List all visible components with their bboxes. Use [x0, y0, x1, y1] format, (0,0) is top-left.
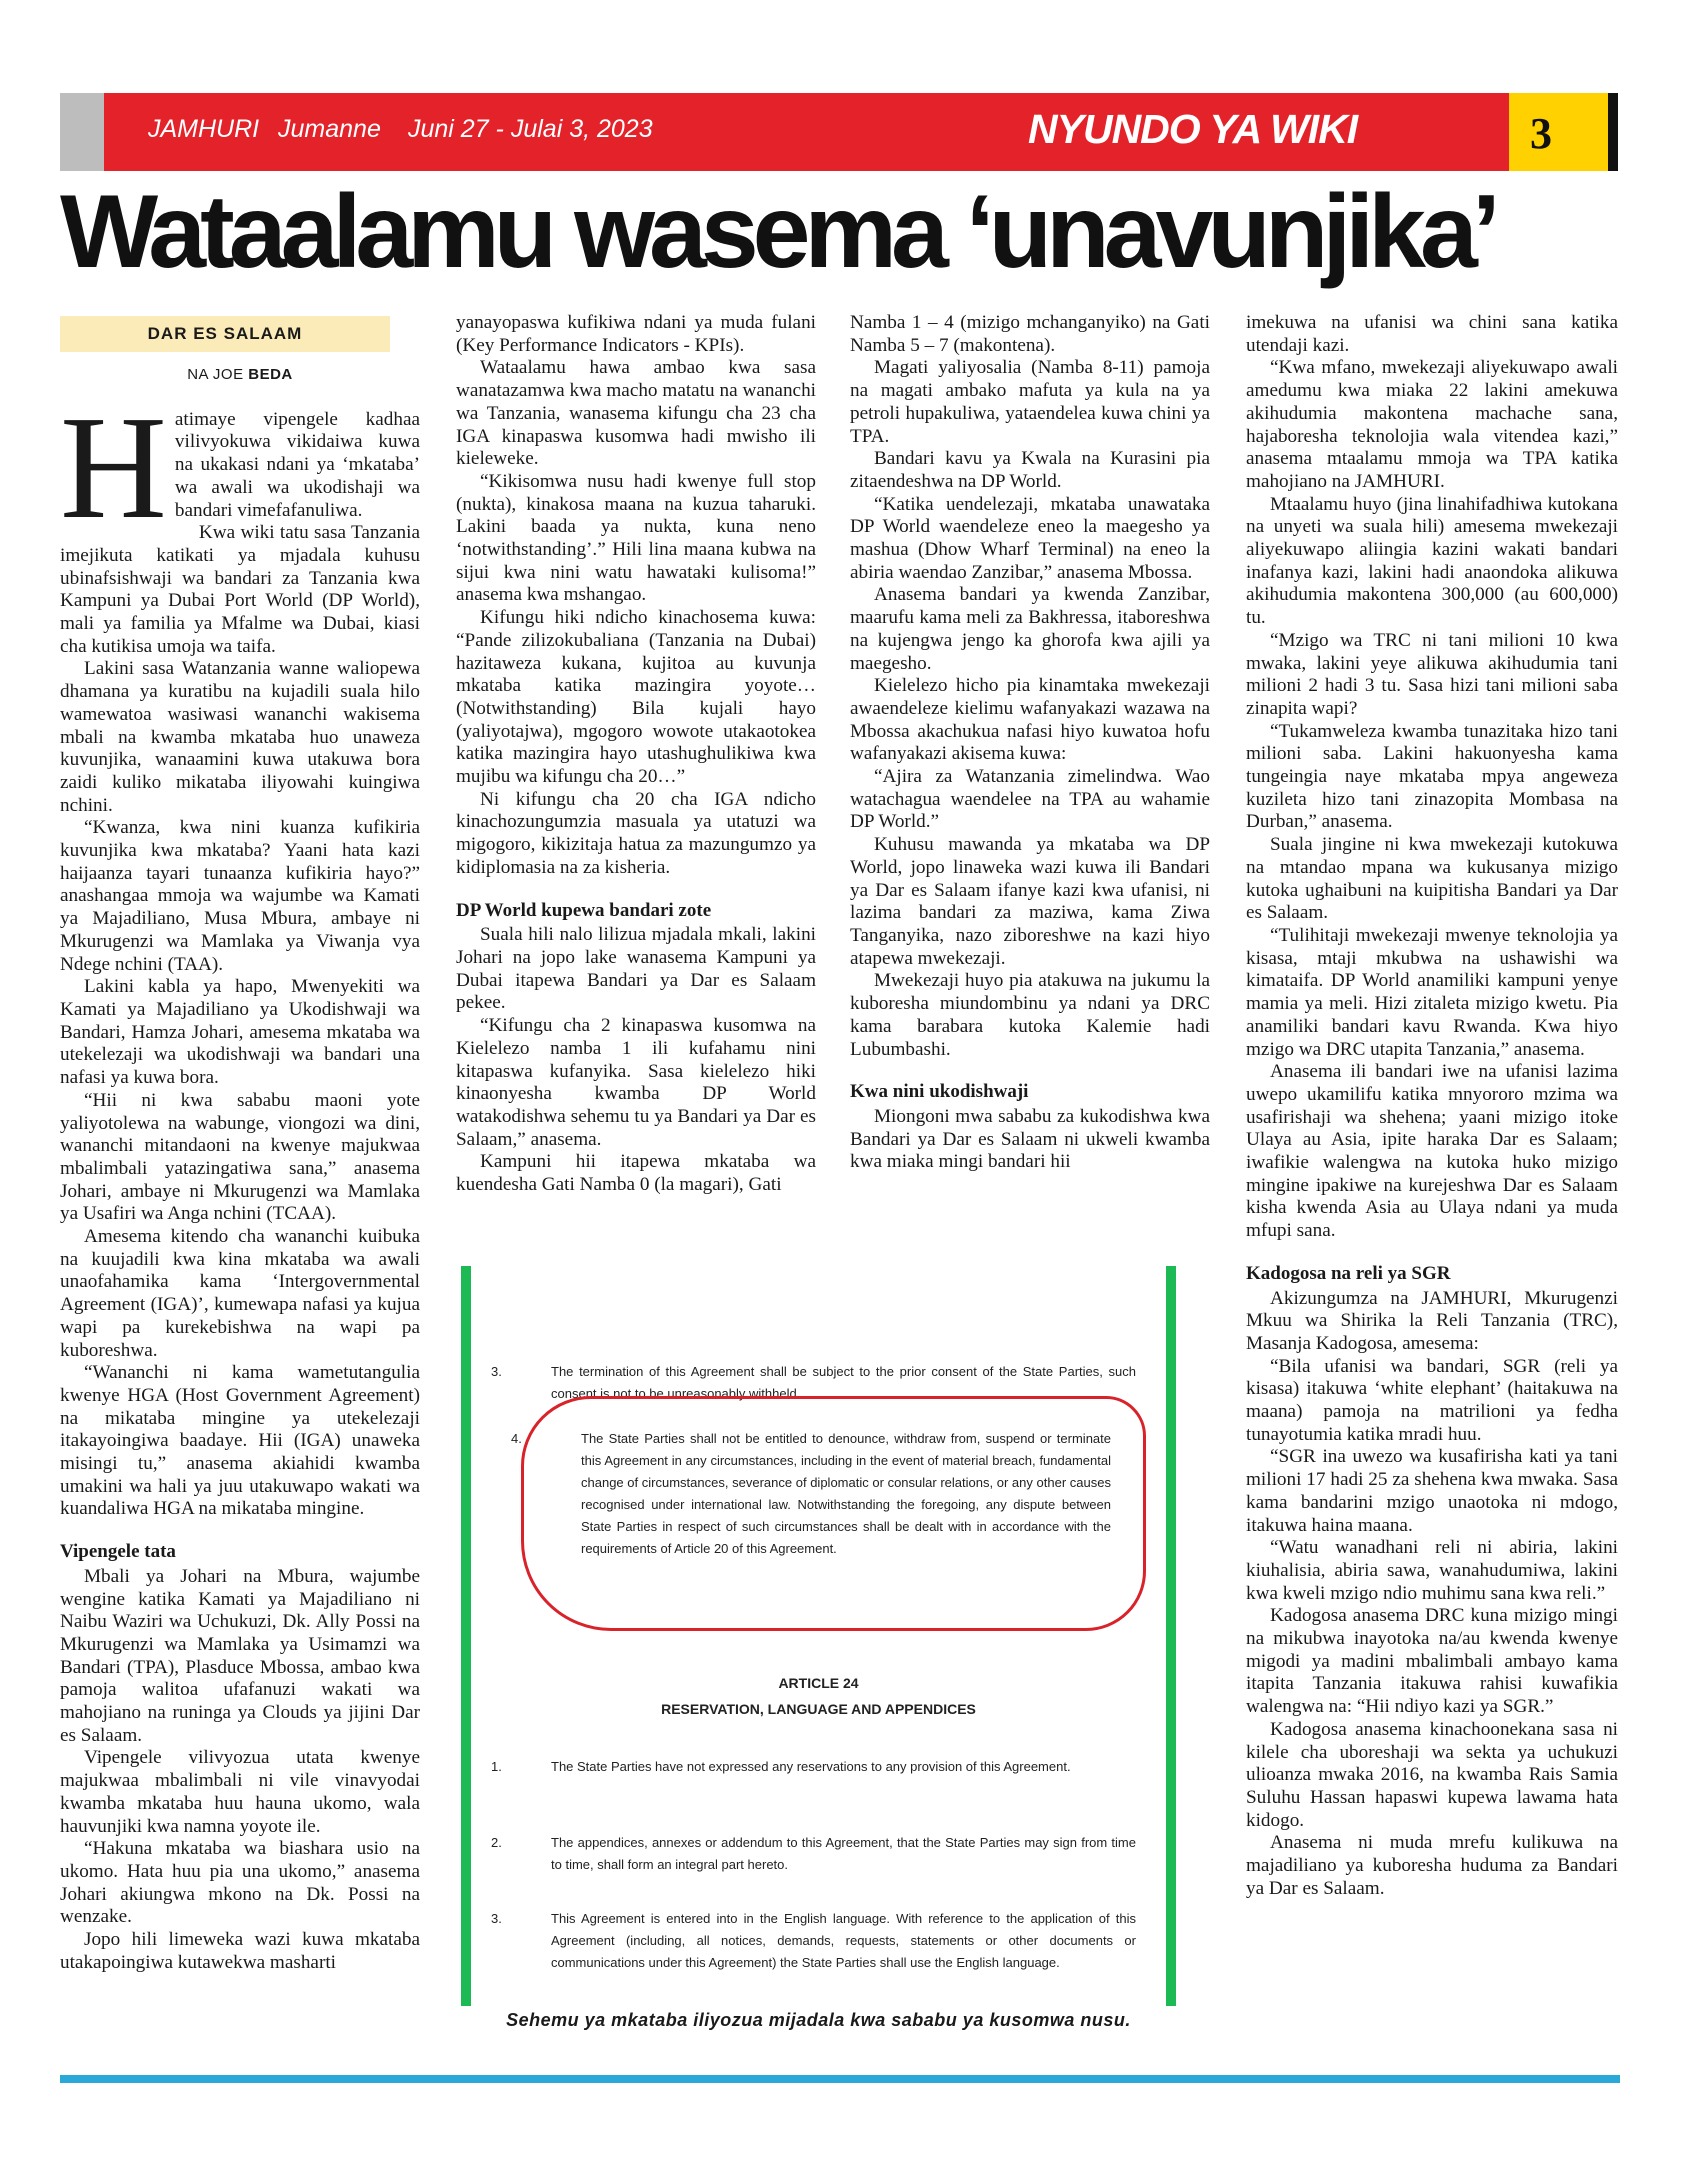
- paragraph: Amesema kitendo cha wananchi kuibuka na kuujadili kwa kina mkataba wa awali unaofahamika kama ‘Intergovernmental Agreement (IGA)’, kumewapa nafasi ya kujua wapi pa kurekebishwa na wapi pa kuboreshwa.: [60, 1226, 420, 1361]
- article-title: RESERVATION, LANGUAGE AND APPENDICES: [661, 1701, 976, 1717]
- bottom-rule: [60, 2075, 1620, 2083]
- paragraph: Ni kifungu cha 20 cha IGA ndicho kinachozungumzia masuala ya utatuzi wa migogoro, kikizitaja hatua za mazungumzo ya kidiplomasia na za kisheria.: [456, 788, 816, 878]
- lead-paragraph: [60, 385, 420, 550]
- paragraph: “Wananchi ni kama wametutangulia kwenye HGA (Host Government Agreement) na mikataba mingine ya utekelezaji itakayoingiwa baadaye. Hii (IGA) unaweka misingi tu,” anasema akiahidi kwamba umakini wa hali ya juu utakuwapo wakati wa kuandaliwa HGA na mikataba mingine.: [60, 1362, 420, 1520]
- page-number: 3: [1530, 109, 1552, 158]
- clause-text: The State Parties shall not be entitled to denounce, withdraw from, suspend or terminate this Agreement in any circumstances, including in the event of material breach, fundamental change of circumstances, severance of diplomatic or consular relations, or any other causes recognised under international law. Notwithstanding the foregoing, any dispute between State Parties in respect of such circumstances shall be dealt with in accordance with the requirements of Article 20 of this Agreement.: [581, 1431, 1111, 1556]
- paragraph: Anasema ni muda mrefu kulikuwa na majadiliano ya kuboresha huduma za Bandari ya Dar es Salaam.: [1246, 1832, 1618, 1899]
- paragraph: Kuhusu mawanda ya mkataba wa DP World, jopo linaweka wazi kuwa ili Bandari ya Dar es Salaam ifanye kazi kwa ufanisi, ni lazima bandari za maziwa, kama Ziwa Tanganyika, nazo ziboreshwe na kazi hiyo atapewa mwekezaji.: [850, 834, 1210, 969]
- article-column-3: [850, 312, 1210, 1174]
- paragraph: Bandari kavu ya Kwala na Kurasini pia zitaendeshwa na DP World.: [850, 448, 1210, 492]
- paper-name: JAMHURI: [148, 115, 260, 143]
- paragraph: Suala jingine ni kwa mwekezaji kutokuwa na mtandao mpana wa kukusanya mizigo kutoka ughaibuni na kuipitisha Bandari ya Dar es Salaam.: [1246, 834, 1618, 924]
- paragraph: Kadogosa anasema kinachoonekana sasa ni kilele cha uboreshaji wa sekta ya uchukuzi ulioanza mwaka 2016, na kwamba Rais Samia Suluhu Hassan hapaswi kupewa lawama hata kidogo.: [1246, 1718, 1618, 1831]
- clause-4: [511, 1428, 1111, 1560]
- clause-number: 3.: [491, 1911, 502, 1926]
- clause-number: 1.: [491, 1759, 502, 1774]
- article-column-4: [1246, 312, 1618, 1901]
- section-title: NYUNDO YA WIKI: [1028, 106, 1358, 152]
- paragraph: “Watu wanadhani reli ni abiria, lakini kiuhalisia, abiria sawa, wanahudumiwa, lakini kwa kweli mzigo ndio muhimu sana kwa reli.”: [1246, 1537, 1618, 1604]
- paragraph: “Bila ufanisi wa bandari, SGR (reli ya kisasa) itakuwa ‘white elephant’ (haitakuwa na maana) pamoja na matrilioni ya fedha tunayotumia katika mradi huu.: [1246, 1355, 1618, 1445]
- paragraph: Kielelezo hicho pia kinamtaka mwekezaji awaendeleze kielimu wafanyakazi wazawa na Mbossa akachukua nafasi hiyo kuwatoa hofu wafanyakazi akisema kuwa:: [850, 675, 1210, 765]
- clause-text: This Agreement is entered into in the English language. With reference to the application of this Agreement (including, all notices, demands, requests, statements or other documents or communications under this Agreement) the State Parties shall use the English language.: [551, 1911, 1136, 1970]
- paragraph: “Tulihitaji mwekezaji mwenye teknolojia ya kisasa, mtaji mkubwa na ushawishi wa kimataifa. DP World anamiliki kampuni yenye mamia ya meli. Hizi zitaleta mizigo kwetu. Pia anamiliki bandari kavu Rwanda. Kwa hiyo mzigo wa DRC utapita Tanzania,” anasema.: [1246, 924, 1618, 1060]
- clause-text: The appendices, annexes or addendum to this Agreement, that the State Parties may sign from time to time, shall form an integral part hereto.: [551, 1835, 1136, 1872]
- clause-number: 3.: [491, 1364, 502, 1379]
- paragraph: “Mzigo wa TRC ni tani milioni 10 kwa mwaka, lakini yeye alikuwa akihudumia tani milioni 2 hadi 3 tu. Sasa hizi tani milioni saba zinapita wapi?: [1246, 629, 1618, 719]
- paragraph: Anasema bandari ya kwenda Zanzibar, maarufu kama meli za Bakhressa, itaboreshwa na kujengwa jengo ka ghorofa kwa ajili ya maegesho.: [850, 584, 1210, 674]
- paragraph: “Hakuna mkataba wa biashara usio na ukomo. Hata huu pia una ukomo,” anasema Johari akiungwa mkono na Dk. Possi na wenzake.: [60, 1838, 420, 1928]
- paragraph: Vipengele vilivyozua utata kwenye majukwaa mbalimbali ni vile vinavyodai kwamba mkataba huu hauna ukomo, wala hauvunjiki kwa namna yoyote ile.: [60, 1747, 420, 1837]
- paragraph: “Ajira za Watanzania zimelindwa. Wao watachagua waendelee na TPA au wahamie DP World.”: [850, 766, 1210, 833]
- subheading: Kadogosa na reli ya SGR: [1246, 1262, 1451, 1284]
- clause-number: 2.: [491, 1835, 502, 1850]
- byline: [60, 364, 420, 387]
- contract-excerpt-image: [461, 1266, 1176, 2006]
- byline-author: BEDA: [248, 366, 293, 383]
- paragraph: Kampuni hii itapewa mkataba wa kuendesha Gati Namba 0 (la magari), Gati: [456, 1151, 816, 1196]
- paragraph: Mwekezaji huyo pia atakuwa na jukumu la kuboresha miundombinu ya ndani ya DRC kama barabara kutoka Kalemie hadi Lubumbashi.: [850, 970, 1210, 1060]
- paragraph: imekuwa na ufanisi wa chini sana katika utendaji kazi.: [1246, 312, 1618, 356]
- dateline: DAR ES SALAAM: [60, 316, 390, 352]
- paragraph: Mtaalamu huyo (jina linahifadhiwa kutokana na unyeti wa suala hili) amesema mwekezaji aliyekuwapo aliingia kazini wakati bandari inafanya kazi, lakini hadi anaondoka alikuwa akihudumia makontena 300,000 (au 600,000) tu.: [1246, 493, 1618, 629]
- paragraph: Kadogosa anasema DRC kuna mizigo mingi na mikubwa inayotoka na/au kwenda kwenye migodi ya madini mbalimbali ambayo kama itapita Tanzania itakuwa rahisi kuwafikia walengwa na: “Hii ndiyo kazi ya SGR.”: [1246, 1605, 1618, 1718]
- paragraph: “Kwa mfano, mwekezaji aliyekuwapo awali amedumu kwa miaka 22 lakini amekuwa akihudumia makontena machache sana, hajaboresha teknolojia wala vitendea kazi,” anasema mtaalamu mmoja wa TPA katika mahojiano na JAMHURI.: [1246, 357, 1618, 492]
- article-clause-2: [491, 1832, 1136, 1876]
- paragraph: yanayopaswa kufikiwa ndani ya muda fulani (Key Performance Indicators - KPIs).: [456, 312, 816, 356]
- paragraph: “Kifungu cha 2 kinapaswa kusomwa na Kielelezo namba 1 ili kufahamu nini kitapaswa kufanyika. Sasa kielelezo hiki kinaonyesha kwamba DP World watakodishwa sehemu tu ya Bandari ya Dar es Salaam,” anasema.: [456, 1015, 816, 1150]
- article-clause-1: [491, 1756, 1136, 1778]
- article-column-1: [60, 316, 420, 1975]
- headline: Wataalamu wasema ‘unavunjika’: [60, 174, 1495, 290]
- paragraph: “SGR ina uwezo wa kusafirisha kati ya tani milioni 17 hadi 25 za shehena kwa mwaka. Sasa kama bandarini mzigo unaotoka ni mdogo, itakuwa haina maana.: [1246, 1446, 1618, 1536]
- article-column-2: [456, 312, 816, 1197]
- paragraph: Jopo hili limeweka wazi kuwa mkataba utakapoingiwa kutawekwa masharti: [60, 1929, 420, 1973]
- paragraph: Miongoni mwa sababu za kukodishwa kwa Bandari ya Dar es Salaam ni ukweli kwamba kwa miaka mingi bandari hii: [850, 1105, 1210, 1173]
- article-clause-3: [491, 1908, 1136, 1974]
- paragraph: Mbali ya Johari na Mbura, wajumbe wengine katika Kamati ya Majadiliano ni Naibu Waziri wa Uchukuzi, Dk. Ally Possi na Mkurugenzi wa Mamlaka ya Usimamzi wa Bandari (TPA), Plasduce Mbossa, ambao kwa pamoja walitoa ufafanuzi wakati wa mahojiano na runinga ya Clouds ya jijini Dar es Salaam.: [60, 1565, 420, 1746]
- paragraph: Kifungu hiki ndicho kinachosema kuwa: “Pande zilizokubaliana (Tanzania na Dubai) hazitaweza kukana, kujitoa au kuvunja mkataba katika mazingira yoyote… (Notwithstanding) Bila kujali hayo (yaliyotajwa), mgogoro wowote utakaotokea katika mazingira hayo utashughulikiwa kwa mujibu wa kifungu cha 20…”: [456, 607, 816, 788]
- issue-dates: Juni 27 - Julai 3, 2023: [408, 115, 653, 143]
- paragraph: “Kikisomwa nusu hadi kwenye full stop (nukta), kinakosa maana na kuzua taharuki. Lakini baada ya nukta, kuna neno ‘notwithstanding’.” Hili lina maana kubwa na sijui kwa nini watu hawataki kulisoma!” anasema kwa mshangao.: [456, 470, 816, 606]
- header-edge: [1608, 93, 1618, 171]
- subheading: Vipengele tata: [60, 1541, 176, 1563]
- paragraph: Wataalamu hawa ambao kwa sasa wanatazamwa kwa macho matatu na wananchi wa Tanzania, wanasema kifungu cha 23 cha IGA kinapaswa kusomwa hadi mwisho ili kieleweke.: [456, 357, 816, 470]
- paragraph: Namba 1 – 4 (mizigo mchanganyiko) na Gati Namba 5 – 7 (makontena).: [850, 312, 1210, 356]
- paragraph: Akizungumza na JAMHURI, Mkurugenzi Mkuu wa Shirika la Reli Tanzania (TRC), Masanja Kadogosa, amesema:: [1246, 1287, 1618, 1354]
- header-gray-block: [60, 93, 104, 171]
- drop-cap: H: [60, 385, 167, 550]
- paragraph: “Katika uendelezaji, mkataba unawataka DP World waendeleze eneo la maegesho ya mashua (Dhow Wharf Terminal) na eneo la abiria waendao Zanzibar,” anasema Mbossa.: [850, 493, 1210, 583]
- paragraph: Magati yaliyosalia (Namba 8-11) pamoja na magati ambako mafuta ya kula na ya petroli hupakuliwa, yataendelea kuwa chini ya TPA.: [850, 357, 1210, 447]
- paragraph: Suala hili nalo lilizua mjadala mkali, lakini Johari na jopo lake wanasema Kampuni ya Dubai itapewa Bandari ya Dar es Salaam pekee.: [456, 924, 816, 1014]
- subheading: DP World kupewa bandari zote: [456, 899, 712, 921]
- byline-prefix: NA JOE: [187, 366, 244, 383]
- clause-text: The State Parties have not expressed any reservations to any provision of this Agreement.: [551, 1759, 1071, 1774]
- paragraph: Lakini kabla ya hapo, Mwenyekiti wa Kamati ya Majadiliano ya Ukodishwaji wa Bandari, Hamza Johari, amesema mkataba wa utekelezaji wa ukodishwaji wa bandari una nafasi ya kuwa bora.: [60, 976, 420, 1089]
- paragraph: “Tukamweleza kwamba tunazitaka hizo tani milioni saba. Lakini hakuonyesha kama tungeingia naye mkataba mpya angeweza kuzileta hizo tani zinazopita Mombasa na Durban,” anasema.: [1246, 720, 1618, 833]
- clause-text: The termination of this Agreement shall be subject to the prior consent of the State Parties, such consent is not to be unreasonably withheld.: [551, 1364, 1136, 1401]
- paragraph: “Hii ni kwa sababu maoni yote yaliyotolewa na wabunge, viongozi wa dini, wananchi mitandaoni na kwenye majukwaa mbalimbali yatazingatiwa sana,” anasema Johari, ambaye ni Mkurugenzi wa Mamlaka ya Usafiri wa Anga nchini (TCAA).: [60, 1089, 420, 1225]
- paragraph: Lakini sasa Watanzania wanne waliopewa dhamana ya kuratibu na kujadili suala hilo wamewatoa wasiwasi wananchi wakisema mbali na kwamba mkataba huo unaweza kuvunjika, wanaamini kuwa utakuwa bora zaidi kuliko mikataba iliyowahi kuingiwa nchini.: [60, 658, 420, 816]
- header-page-block: [1509, 93, 1608, 171]
- subheading: Kwa nini ukodishwaji: [850, 1081, 1029, 1103]
- image-caption: Sehemu ya mkataba iliyozua mijadala kwa sababu ya kusomwa nusu.: [506, 2010, 1131, 2030]
- paragraph: atimaye vipengele kadhaa vilivyokuwa vikidaiwa kuwa na ukakasi ndani ya ‘mkataba’ wa awali wa ukodishaji wa bandari vimefafanuliwa.: [174, 408, 420, 521]
- issue-day: Jumanne: [278, 115, 381, 143]
- paragraph: “Kwanza, kwa nini kuanza kufikiria kuvunjika kwa mkataba? Yaani hata kazi haijaanza tayari tunaanza kufikiria hayo?” anashangaa mmoja wa wajumbe wa Kamati ya Majadiliano, Musa Mbura, ambaye ni Mkurugenzi wa Mamlaka ya Viwanja vya Ndege nchini (TAA).: [60, 817, 420, 975]
- paragraph: Kwa wiki tatu sasa Tanzania imejikuta katikati ya mjadala kuhusu ubinafsishwaji wa bandari za Tanzania kwa Kampuni ya Dubai Port World (DP World), mali ya familia ya Mfalme wa Dubai, kiasi cha kutikisa umoja wa taifa.: [60, 522, 420, 657]
- article-heading: ARTICLE 24: [778, 1675, 859, 1691]
- paragraph: Anasema ili bandari iwe na ufanisi lazima uwepo ukamilifu katika mnyororo mzima wa usafirishaji wa shehena; yaani mizigo itoke Ulaya au Asia, ipite haraka Dar es Salaam; iwafikie walengwa na kutoka huko mizigo mingine ipakiwe na kurejeshwa Dar es Salaam kisha kwenda Asia au Ulaya ndani ya muda mfupi sana.: [1246, 1061, 1618, 1242]
- clause-number: 4.: [511, 1431, 522, 1446]
